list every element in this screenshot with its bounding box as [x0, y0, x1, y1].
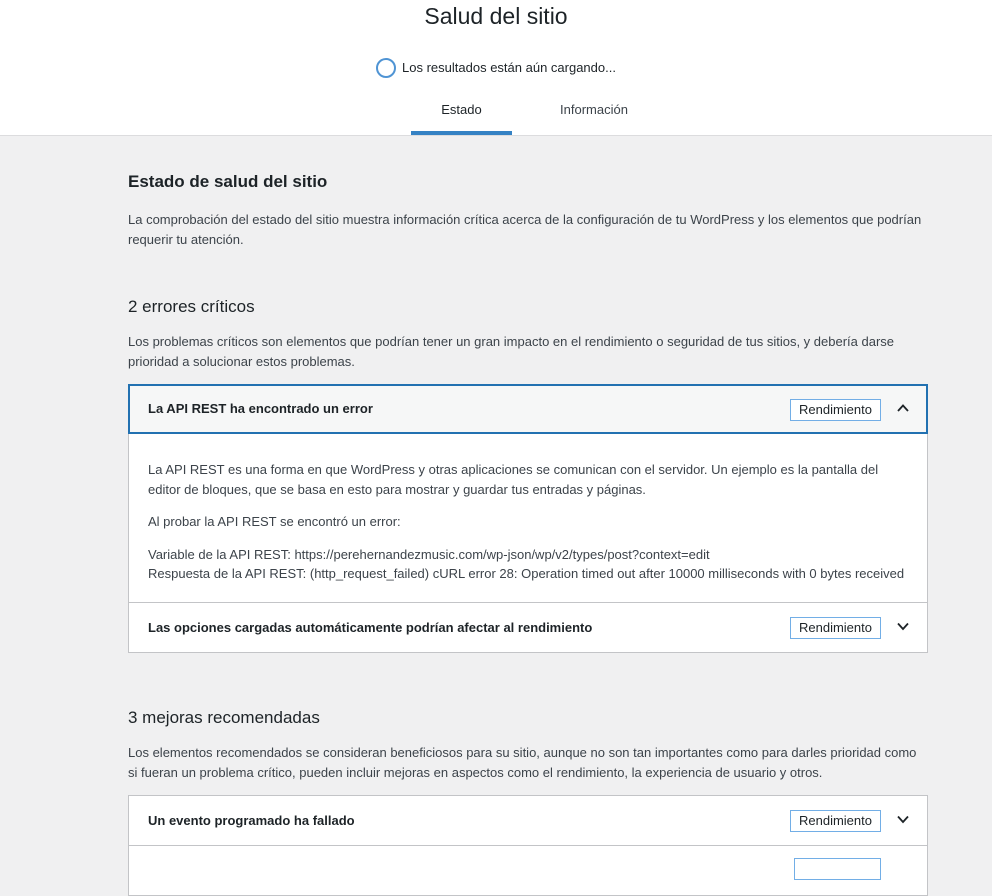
issue-error-details — [148, 545, 908, 584]
health-progress — [0, 58, 992, 79]
issue-badge — [794, 858, 881, 880]
critical-title: 2 errores críticos — [128, 297, 255, 316]
status-title: Estado de salud del sitio — [128, 172, 328, 191]
issue-title: Las opciones cargadas automáticamente podrían afectar al rendimiento — [148, 619, 593, 635]
rest-api-endpoint: Variable de la API REST: https://perehernandezmusic.com/wp-json/wp/v2/types/post?context=edit — [148, 546, 710, 562]
progress-text: Los resultados están aún cargando... — [402, 60, 616, 75]
issue-badge: Rendimiento — [790, 617, 881, 639]
issue-item — [129, 385, 927, 603]
issue-item — [129, 603, 927, 652]
issue-title: Un evento programado ha fallado — [148, 813, 355, 828]
issue-toggle-rest-api[interactable] — [129, 385, 927, 433]
chevron-down-icon — [897, 813, 909, 825]
issue-title: La API REST ha encontrado un error — [148, 401, 373, 416]
issue-toggle-autoload[interactable] — [129, 603, 927, 652]
tab-informacion[interactable]: Información — [560, 102, 628, 117]
recommended-title: 3 mejoras recomendadas — [128, 708, 320, 727]
recommended-description: Los elementos recomendados se consideran beneficiosos para su sitio, aunque no son tan importantes como para darles prioridad como si fueran un problema crítico, pueden incluir mejoras en aspectos como el rendimiento, la experiencia de usuario y otros. — [128, 745, 917, 780]
rest-api-response: Respuesta de la API REST: (http_request_failed) cURL error 28: Operation timed out after 10000 milliseconds with 0 bytes received — [148, 566, 905, 581]
issue-toggle-cron[interactable] — [129, 796, 927, 845]
issue-description: La API REST es una forma en que WordPress y otras aplicaciones se comunican con el servidor. Un ejemplo es la pantalla del editor de bloques, que se basa en esto para mostrar y guardar tus entradas y páginas. — [148, 462, 879, 497]
chevron-down-icon — [897, 620, 909, 632]
tab-estado[interactable]: Estado — [411, 92, 512, 135]
recommended-issues-list — [128, 795, 928, 896]
loading-ring-icon — [376, 58, 396, 78]
critical-description: Los problemas críticos son elementos que podrían tener un gran impacto en el rendimiento o seguridad de tus sitios, y debería darse prioridad a solucionar estos problemas. — [128, 334, 894, 369]
site-health-header — [0, 0, 992, 136]
chevron-up-icon — [897, 402, 909, 414]
issue-error-intro: Al probar la API REST se encontró un error: — [148, 514, 401, 529]
health-tabs — [0, 92, 992, 135]
page-title: Salud del sitio — [424, 3, 568, 29]
issue-item — [129, 796, 927, 846]
status-description: La comprobación del estado del sitio muestra información crítica acerca de la configuración de tu WordPress y los elementos que podrían requerir tu atención. — [128, 212, 922, 247]
issue-badge: Rendimiento — [790, 810, 881, 832]
issue-toggle-next[interactable] — [129, 846, 927, 895]
issue-details — [129, 433, 927, 584]
critical-issues-list — [128, 384, 928, 653]
issue-badge: Rendimiento — [790, 399, 881, 421]
issue-item — [129, 846, 927, 895]
